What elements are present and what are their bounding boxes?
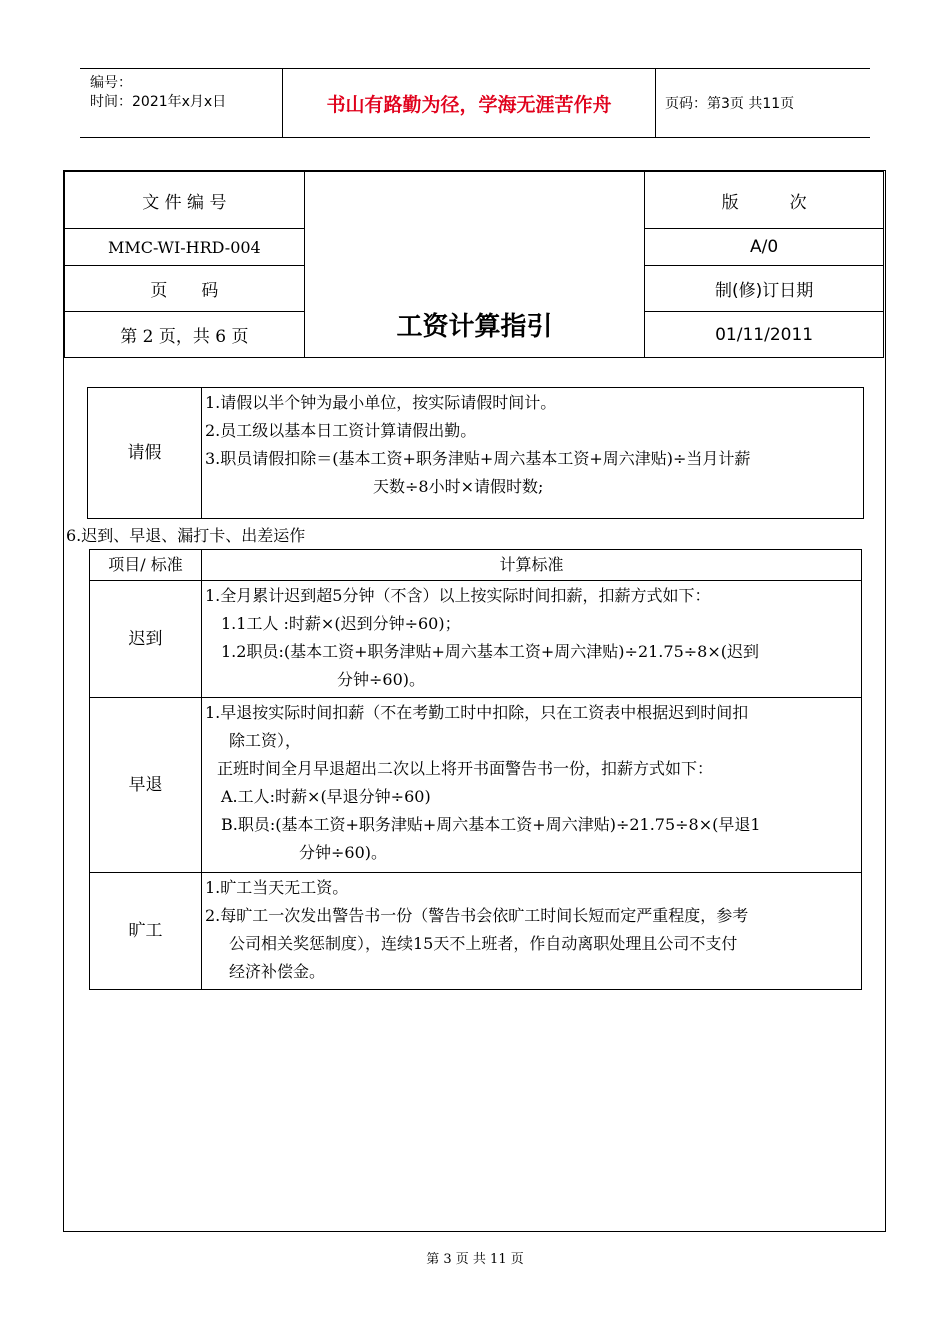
document-frame: [63, 170, 886, 1232]
early-line-2: 除工资），: [229, 731, 302, 750]
absence-content: [202, 873, 862, 990]
leave-label: 请假: [88, 388, 202, 519]
absence-line-4: 经济补偿金。: [229, 962, 326, 981]
file-no: MMC-WI-HRD-004: [65, 229, 305, 266]
leave-table: [87, 387, 864, 519]
doc-no-label: 编号：: [90, 75, 132, 91]
late-label: 迟到: [90, 581, 202, 698]
leave-line-4: 天数÷8小时×请假时数;: [373, 477, 544, 496]
late-line-1: 1.全月累计迟到超5分钟（不含）以上按实际时间扣薪，扣薪方式如下：: [205, 586, 711, 605]
leave-content: [202, 388, 864, 519]
early-line-3: 正班时间全月早退超出二次以上将开书面警告书一份，扣薪方式如下：: [217, 759, 714, 778]
late-content: [202, 581, 862, 698]
doc-header-table: [64, 171, 884, 358]
col-standard-header: 计算标准: [202, 550, 862, 581]
absence-line-3: 公司相关奖惩制度），连续15天不上班者，作自动离职处理且公司不支付: [229, 934, 738, 953]
absence-line-2: 2.每旷工一次发出警告书一份（警告书会依旷工时间长短而定严重程度，参考: [205, 906, 749, 925]
leave-line-1: 1.请假以半个钟为最小单位，按实际请假时间计。: [205, 393, 557, 412]
early-line-1: 1.早退按实际时间扣薪（不在考勤工时中扣除，只在工资表中根据迟到时间扣: [205, 703, 749, 722]
version-label: 版 次: [645, 172, 884, 229]
early-line-6: 分钟÷60)。: [299, 843, 388, 862]
section-6-heading: 6.迟到、早退、漏打卡、出差运作: [66, 526, 306, 545]
leave-line-3: 3.职员请假扣除＝(基本工资+职务津贴+周六基本工资+周六津贴)÷当月计薪: [205, 449, 751, 468]
page-info: 页码：第3页 共11页: [665, 96, 795, 112]
early-leave-label: 早退: [90, 698, 202, 873]
leave-line-2: 2.员工级以基本日工资计算请假出勤。: [205, 421, 477, 440]
early-line-4: A.工人:时薪×(早退分钟÷60): [221, 787, 431, 806]
page-footer: 第 3 页 共 11 页: [426, 1252, 524, 1267]
col-item-header: 项目/ 标准: [90, 550, 202, 581]
absence-line-1: 1.旷工当天无工资。: [205, 878, 349, 897]
motto: 书山有路勤为径，学海无涯苦作舟: [282, 69, 656, 137]
page-value: 第 2 页，共 6 页: [65, 312, 305, 358]
early-leave-content: [202, 698, 862, 873]
revision-date: 01/11/2011: [645, 312, 884, 358]
early-line-5: B.职员:(基本工资+职务津贴+周六基本工资+周六津贴)÷21.75÷8×(早退1: [221, 815, 761, 834]
late-line-3: 1.2职员:(基本工资+职务津贴+周六基本工资+周六津贴)÷21.75÷8×(迟到: [221, 642, 759, 661]
header-left-cell: [80, 69, 282, 137]
page-label: 页 码: [65, 266, 305, 312]
doc-title: 工资计算指引: [304, 172, 645, 358]
version: A/0: [645, 229, 884, 266]
revision-label: 制(修)订日期: [645, 266, 884, 312]
attendance-table: [89, 549, 862, 990]
time-label: 时间：2021年x月x日: [90, 94, 227, 110]
absence-label: 旷工: [90, 873, 202, 990]
running-header: [80, 68, 870, 138]
late-line-2: 1.1工人 :时薪×(迟到分钟÷60)；: [221, 614, 461, 633]
late-line-4: 分钟÷60)。: [337, 670, 426, 689]
file-no-label: 文 件 编 号: [65, 172, 305, 229]
